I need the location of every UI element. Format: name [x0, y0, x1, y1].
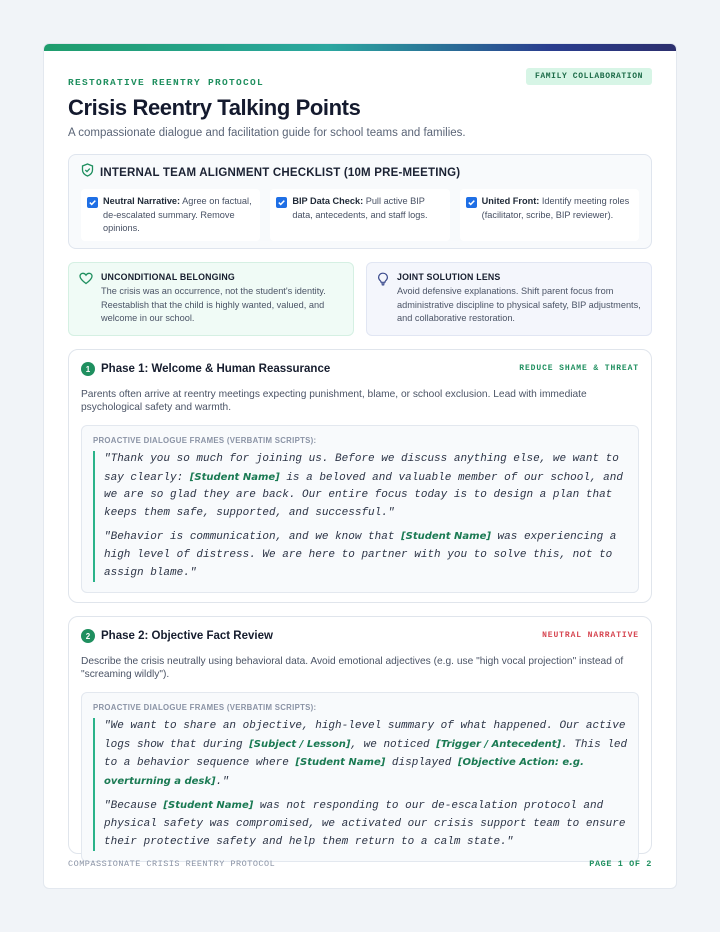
gradient-top-bar — [44, 44, 676, 51]
phase-number-badge: 2 — [81, 629, 95, 643]
placeholder-student-name: [Student Name] — [401, 531, 491, 543]
placeholder-student-name: [Student Name] — [163, 800, 254, 812]
team-alignment-checklist — [68, 154, 652, 249]
dialogue-scripts-box — [81, 425, 639, 593]
dialogue-scripts-box — [81, 692, 639, 862]
checkbox-checked[interactable] — [466, 197, 477, 208]
checklist-item-text: Agree on factual, de-escalated summary. Remove opinions. — [103, 196, 252, 233]
page-title: Crisis Reentry Talking Points — [68, 95, 361, 120]
quote-list — [93, 718, 628, 851]
checkbox-checked[interactable] — [276, 197, 287, 208]
pillar-title: UNCONDITIONAL BELONGING — [101, 272, 235, 282]
checklist-title: INTERNAL TEAM ALIGNMENT CHECKLIST (10M PRE-MEETING) — [100, 166, 461, 179]
placeholder-student-name: [Student Name] — [189, 471, 280, 483]
scripts-label: PROACTIVE DIALOGUE FRAMES (VERBATIM SCRIPTS): — [93, 703, 317, 712]
quote-text: "Thank you so much for joining us. Before we discuss anything else, we want to say clearly: — [104, 453, 619, 484]
document-page — [43, 43, 677, 889]
quote-text: , we noticed — [350, 738, 437, 751]
quote-text: displayed — [385, 757, 458, 770]
phase-number-badge: 1 — [81, 362, 95, 376]
checklist-item-united-front[interactable] — [460, 189, 639, 241]
family-collaboration-badge: FAMILY COLLABORATION — [526, 68, 652, 85]
script-quote — [104, 718, 628, 791]
checklist-item-text: Pull active BIP data, antecedents, and staff logs. — [292, 196, 428, 220]
quote-text: ." — [215, 775, 229, 788]
phase-tag: REDUCE SHAME & THREAT — [519, 364, 639, 373]
phase-description: Parents often arrive at reentry meetings expecting punishment, blame, or school exclusion. Lead with immediate psychological safety and warmth. — [81, 389, 587, 413]
pillar-body: Avoid defensive explanations. Shift parent focus from administrative discipline to physical safety, BIP adjustments, and collaborative restoration. — [397, 286, 641, 323]
checklist-item-label: Neutral Narrative: — [103, 196, 181, 206]
placeholder-trigger-antecedent: [Trigger / Antecedent] — [436, 738, 562, 750]
phase-description: Describe the crisis neutrally using behavioral data. Avoid emotional adjectives (e.g. use "high vocal projection" instead of "screaming wildly"). — [81, 656, 624, 680]
page-number: PAGE 1 OF 2 — [589, 859, 652, 869]
phase-title: Phase 1: Welcome & Human Reassurance — [101, 363, 331, 375]
document-header — [68, 51, 652, 149]
scripts-label: PROACTIVE DIALOGUE FRAMES (VERBATIM SCRIPTS): — [93, 436, 317, 445]
checklist-item-neutral-narrative[interactable] — [81, 189, 260, 241]
checklist-item-bip-data-check[interactable] — [270, 189, 449, 241]
page-subtitle: A compassionate dialogue and facilitation guide for school teams and families. — [68, 127, 466, 139]
phase-tag: NEUTRAL NARRATIVE — [542, 631, 639, 640]
shield-check-icon — [81, 163, 94, 182]
placeholder-objective-action: [Objective Action: e.g. overturning a desk] — [104, 757, 584, 787]
checklist-item-text: Identify meeting roles (facilitator, scribe, BIP reviewer). — [481, 196, 630, 220]
checklist-item-label: United Front: — [481, 196, 540, 206]
phase-title: Phase 2: Objective Fact Review — [101, 630, 273, 642]
quote-list — [93, 451, 628, 582]
pillar-unconditional-belonging — [68, 262, 354, 336]
pillar-body: The crisis was an occurrence, not the student's identity. Reestablish that the child is highly wanted, valued, and welcome in our school. — [101, 286, 326, 323]
eyebrow-label: RESTORATIVE REENTRY PROTOCOL — [68, 77, 265, 88]
quote-text: was not responding to our de-escalation protocol and physical safety was compromised, we activated our crisis support team to ensure their protective safety and help them return to a calm state." — [104, 800, 626, 848]
footer-protocol-name: COMPASSIONATE CRISIS REENTRY PROTOCOL — [68, 859, 276, 869]
quote-text: "We want to share an objective, high-level summary of what happened. Our active logs show that during — [104, 720, 626, 751]
quote-text: was experiencing a high level of distress. We are here to partner with you to solve this, not to assign blame." — [104, 531, 617, 579]
heart-icon — [79, 272, 93, 326]
quote-text: is a beloved and valuable member of our school, and we are so glad they are back. Our entire focus today is to design a plan that keeps them safe, supported, and successful." — [104, 471, 623, 519]
quote-text: "Behavior is communication, and we know that — [104, 531, 402, 544]
checklist-item-label: BIP Data Check: — [292, 196, 364, 206]
placeholder-subject-lesson: [Subject / Lesson] — [249, 738, 351, 750]
script-quote — [104, 528, 628, 582]
quote-text: . This led to a behavior sequence where — [104, 738, 628, 770]
pillar-joint-solution-lens — [366, 262, 652, 336]
placeholder-student-name: [Student Name] — [295, 757, 386, 769]
phase-1-card — [68, 349, 652, 603]
script-quote — [104, 451, 628, 522]
pillar-title: JOINT SOLUTION LENS — [397, 272, 501, 282]
lightbulb-icon — [377, 272, 389, 326]
phase-2-card — [68, 616, 652, 854]
script-quote — [104, 797, 628, 851]
quote-text: "Because — [104, 800, 164, 813]
checkbox-checked[interactable] — [87, 197, 98, 208]
page-footer — [68, 858, 652, 870]
